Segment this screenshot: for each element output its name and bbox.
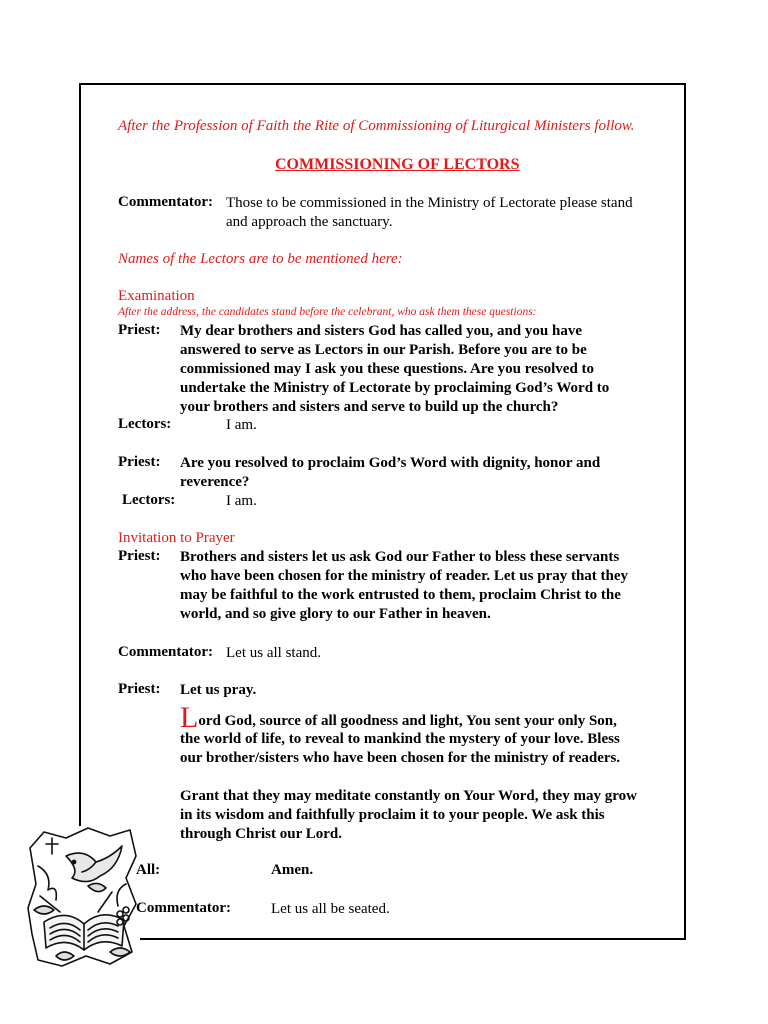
priest-q1-line-1: My dear brothers and sisters God has called you, and you have bbox=[180, 323, 582, 339]
lectors-response-1: I am. bbox=[226, 417, 257, 433]
prayer-para1-line-3: our brother/sisters who have been chosen for the ministry of readers. bbox=[180, 750, 621, 766]
commentator-stand: Let us all stand. bbox=[226, 645, 321, 661]
prayer-para1-line-2: the world of life, to reveal to mankind the mystery of your love. Bless bbox=[180, 731, 620, 747]
prayer-intro: Let us pray. bbox=[180, 682, 257, 698]
all-response-amen: Amen. bbox=[271, 862, 314, 878]
speaker-priest: Priest: bbox=[118, 322, 161, 338]
prayer-para2-line-3: through Christ our Lord. bbox=[180, 826, 342, 842]
prayer-para2-line-1: Grant that they may meditate constantly on Your Word, they may grow bbox=[180, 788, 637, 804]
prayer-para1-line-1 bbox=[180, 701, 617, 734]
invitation-line-1: Brothers and sisters let us ask God our Father to bless these servants bbox=[180, 549, 620, 565]
speaker-commentator: Commentator: bbox=[118, 644, 213, 660]
heading-examination: Examination bbox=[118, 288, 195, 304]
prayer-para2-line-2: in its wisdom and faithfully proclaim it to your people. We ask this bbox=[180, 807, 605, 823]
bible-dove-lineart-icon bbox=[26, 826, 140, 970]
drop-cap: L bbox=[180, 701, 199, 734]
invitation-line-4: world, and so give glory to our Father in heaven. bbox=[180, 606, 491, 622]
lectors-response-2: I am. bbox=[226, 493, 257, 509]
priest-q2-line-1: Are you resolved to proclaim God’s Word with dignity, honor and bbox=[180, 455, 601, 471]
rubric-names: Names of the Lectors are to be mentioned here: bbox=[118, 251, 403, 267]
rubric-examination: After the address, the candidates stand before the celebrant, who ask them these questions: bbox=[118, 306, 537, 318]
heading-invitation: Invitation to Prayer bbox=[118, 530, 235, 546]
speaker-priest: Priest: bbox=[118, 454, 161, 470]
invitation-line-3: may be faithful to the work entrusted to them, proclaim Christ to the bbox=[180, 587, 621, 603]
prayer-para1-first: ord God, source of all goodness and light, You sent your only Son, bbox=[198, 713, 617, 729]
speaker-priest: Priest: bbox=[118, 548, 161, 564]
commentator-line-2: and approach the sanctuary. bbox=[226, 214, 393, 230]
priest-q1-line-3: commissioned may I ask you these questions. Are you resolved to bbox=[180, 361, 595, 377]
page-title: COMMISSIONING OF LECTORS bbox=[275, 156, 520, 173]
priest-q1-line-4: undertake the Ministry of Lectorate by proclaiming God’s Word to bbox=[180, 380, 610, 396]
speaker-commentator: Commentator: bbox=[118, 194, 213, 210]
priest-q1-line-5: your brothers and sisters and serve to build up the church? bbox=[180, 399, 559, 415]
priest-q2-line-2: reverence? bbox=[180, 474, 250, 490]
rubric-intro: After the Profession of Faith the Rite of Commissioning of Liturgical Ministers follow. bbox=[118, 118, 635, 134]
speaker-commentator: Commentator: bbox=[136, 900, 231, 916]
commentator-line-1: Those to be commissioned in the Ministry of Lectorate please stand bbox=[226, 195, 633, 211]
priest-q1-line-2: answered to serve as Lectors in our Parish. Before you are to be bbox=[180, 342, 587, 358]
speaker-lectors: Lectors: bbox=[122, 492, 176, 508]
speaker-all: All: bbox=[136, 862, 161, 878]
speaker-priest: Priest: bbox=[118, 681, 161, 697]
invitation-line-2: who have been chosen for the ministry of reader. Let us pray that they bbox=[180, 568, 629, 584]
speaker-lectors: Lectors: bbox=[118, 416, 172, 432]
commentator-seated: Let us all be seated. bbox=[271, 901, 390, 917]
